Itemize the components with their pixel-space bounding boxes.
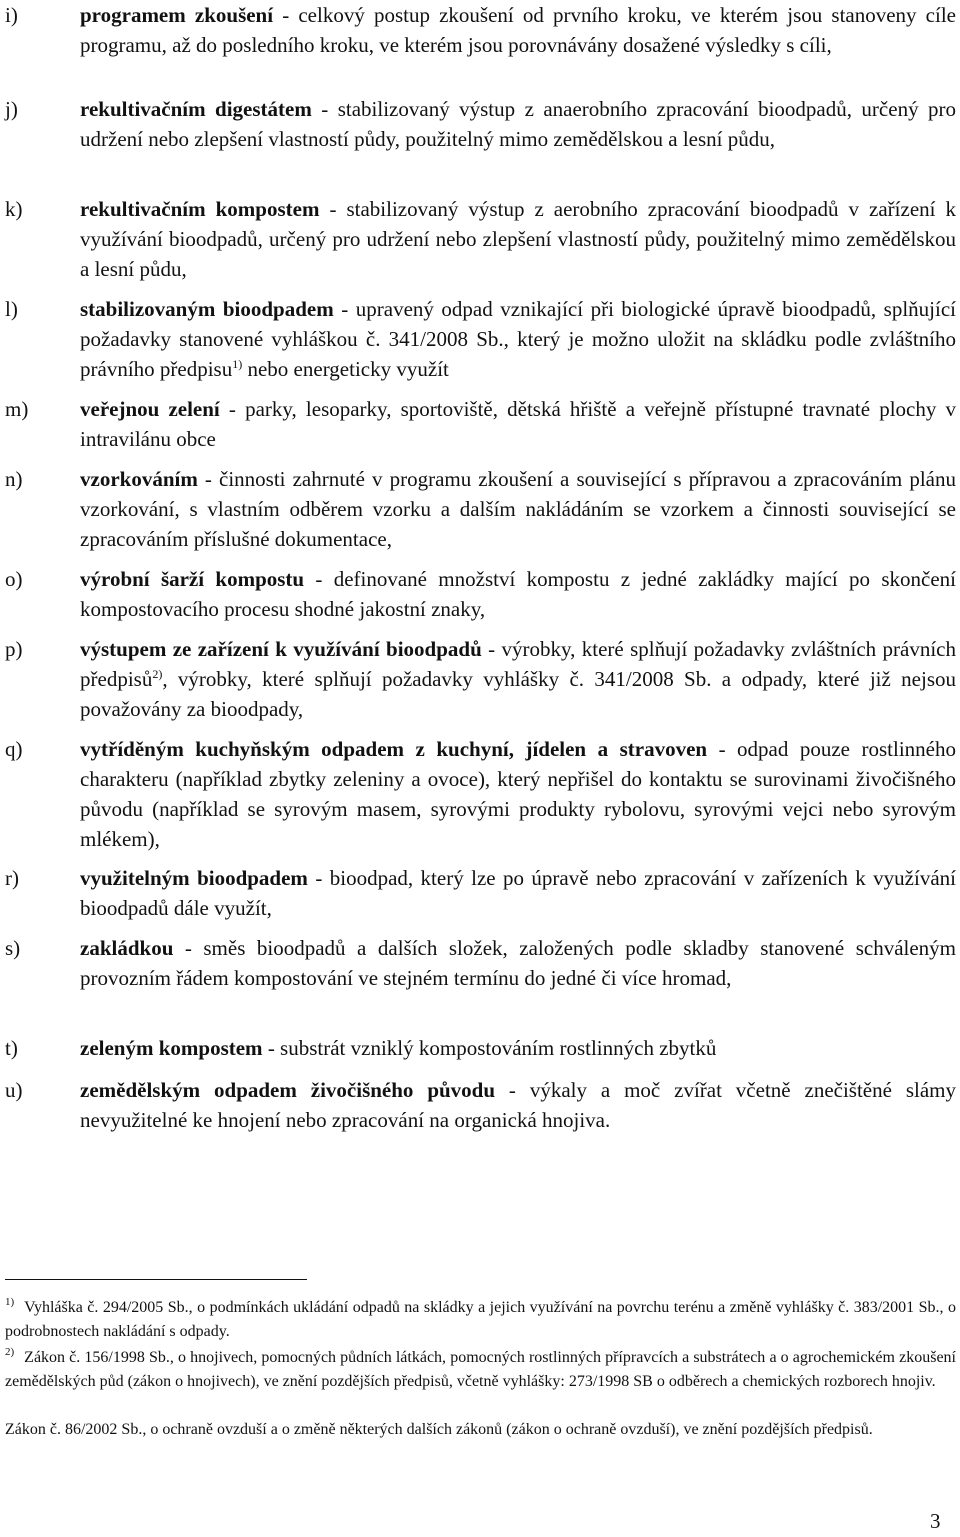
- footnote-ref: 2): [152, 667, 163, 681]
- item-letter: q): [5, 737, 23, 761]
- footnote-ref: 1): [232, 357, 243, 371]
- item-body: [80, 1075, 956, 1135]
- definition-item-s: [0, 933, 960, 993]
- item-letter: n): [5, 467, 23, 491]
- item-body: [80, 194, 956, 284]
- item-text: - upravený odpad vznikající při biologické úpravě bioodpadů, splňující požadavky stanovené vyhláškou č. 341/2008 Sb., který je možno uložit na skládku podle zvláštního právního předpisu: [80, 297, 956, 381]
- definition-item-m: [0, 394, 960, 454]
- item-text: - odpad pouze rostlinného charakteru (například zbytky zeleniny a ovoce), který nepřišel do kontaktu se surovinami živočišného původu (například se syrovým masem, syrovými produkty rybolovu, syrovými vejci nebo syrovým mlékem),: [80, 737, 956, 851]
- item-text: - stabilizovaný výstup z aerobního zpracování bioodpadů v zařízení k využívání bioodpadů, určený pro udržení nebo zlepšení vlastností půdy, použitelný mimo zemědělskou a lesní půdu,: [80, 197, 956, 281]
- item-term: programem zkoušení: [80, 3, 274, 27]
- item-text: - celkový postup zkoušení od prvního kroku, ve kterém jsou stanoveny cíle programu, až do posledního kroku, ve kterém jsou porovnávány dosažené výsledky s cíli,: [80, 3, 956, 57]
- item-letter: t): [5, 1036, 18, 1060]
- item-text-after: , výrobky, které splňují požadavky vyhlášky č. 341/2008 Sb. a odpady, které již nejsou považovány za bioodpady,: [80, 667, 956, 721]
- item-letter: s): [5, 936, 21, 960]
- definition-item-i: [0, 0, 960, 60]
- item-term: zakládkou: [80, 936, 174, 960]
- item-term: rekultivačním digestátem: [80, 97, 312, 121]
- definition-item-k: [0, 194, 960, 284]
- definition-item-u: [0, 1075, 960, 1135]
- definition-item-q: [0, 734, 960, 854]
- item-text-after: nebo energeticky využít: [242, 357, 449, 381]
- item-letter: p): [5, 637, 23, 661]
- item-term: zemědělským odpadem živočišného původu: [80, 1078, 496, 1102]
- item-letter: i): [5, 3, 18, 27]
- definition-item-r: [0, 863, 960, 923]
- item-term: vytříděným kuchyňským odpadem z kuchyní, jídelen a stravoven: [80, 737, 708, 761]
- definition-item-n: [0, 464, 960, 554]
- item-letter: l): [5, 297, 18, 321]
- item-body: [80, 564, 956, 624]
- item-term: vzorkováním: [80, 467, 198, 491]
- item-text: - stabilizovaný výstup z anaerobního zpracování bioodpadů, určený pro udržení nebo zlepšení vlastností půdy, použitelný mimo zemědělskou a lesní půdu,: [80, 97, 956, 151]
- footnote-2: [5, 1346, 956, 1394]
- item-term: rekultivačním kompostem: [80, 197, 320, 221]
- item-term: stabilizovaným bioodpadem: [80, 297, 334, 321]
- item-body: [80, 0, 956, 60]
- item-text: - definované množství kompostu z jedné zakládky mající po skončení kompostovacího procesu shodné jakostní znaky,: [80, 567, 956, 621]
- item-body: [80, 1033, 956, 1063]
- item-text: - činnosti zahrnuté v programu zkoušení a související s přípravou a zpracováním plánu vzorkování, s vlastním odběrem vzorku a dalším nakládáním se vzorkem a činnosti související se zpracováním příslušné dokumentace,: [80, 467, 956, 551]
- item-text: - výkaly a moč zvířat včetně znečištěné slámy nevyužitelné ke hnojení nebo zpracování na organická hnojiva.: [80, 1078, 956, 1132]
- item-text: - bioodpad, který lze po úpravě nebo zpracování v zařízeních k využívání bioodpadů dále využít,: [80, 866, 956, 920]
- definition-item-j: [0, 94, 960, 154]
- item-letter: r): [5, 866, 19, 890]
- item-body: [80, 634, 956, 724]
- item-letter: m): [5, 397, 29, 421]
- item-body: [80, 294, 956, 384]
- footnote-separator: [5, 1279, 307, 1280]
- footnote-text: Zákon č. 86/2002 Sb., o ochraně ovzduší a o změně některých dalších zákonů (zákon o ochraně ovzduší), ve znění pozdějších předpisů.: [5, 1421, 873, 1438]
- item-term: výstupem ze zařízení k využívání bioodpadů: [80, 637, 482, 661]
- item-text: - parky, lesoparky, sportoviště, dětská hřiště a veřejně přístupné travnaté plochy v intravilánu obce: [80, 397, 957, 451]
- item-body: [80, 734, 956, 854]
- item-text: - substrát vzniklý kompostováním rostlinných zbytků: [262, 1036, 717, 1060]
- item-letter: u): [5, 1078, 23, 1102]
- item-term: využitelným bioodpadem: [80, 866, 308, 890]
- item-body: [80, 863, 956, 923]
- item-term: zeleným kompostem: [80, 1036, 263, 1060]
- item-body: [80, 94, 956, 154]
- footnote-3: [5, 1418, 956, 1442]
- item-text: - směs bioodpadů a dalších složek, založených podle skladby stanovené schváleným provozním řádem kompostování ve stejném termínu do jedné či více hromad,: [80, 936, 956, 990]
- footnote-text: Vyhláška č. 294/2005 Sb., o podmínkách ukládání odpadů na skládky a jejich využívání na povrchu terénu a změně vyhlášky č. 383/2001 Sb., o podrobnostech nakládání s odpady.: [5, 1299, 956, 1340]
- item-text: - výrobky, které splňují požadavky zvláštních právních předpisů: [80, 637, 956, 691]
- item-body: [80, 394, 956, 454]
- footnote-mark: 2): [5, 1346, 15, 1358]
- footnote-1: [5, 1296, 956, 1344]
- item-letter: j): [5, 97, 18, 121]
- item-term: výrobní šarží kompostu: [80, 567, 305, 591]
- footnote-text: Zákon č. 156/1998 Sb., o hnojivech, pomocných půdních látkách, pomocných rostlinných přípravcích a substrátech a o agrochemickém zkoušení zemědělských půd (zákon o hnojivech), ve znění pozdějších předpisů, včetně vyhlášky: 273/1998 SB o odběrech a chemických rozborech hnojiv.: [5, 1349, 956, 1390]
- definition-item-t: [0, 1033, 960, 1063]
- item-letter: o): [5, 567, 23, 591]
- footnote-mark: 1): [5, 1296, 15, 1308]
- item-letter: k): [5, 197, 23, 221]
- item-body: [80, 464, 956, 554]
- definition-item-p: [0, 634, 960, 724]
- item-body: [80, 933, 956, 993]
- item-term: veřejnou zelení: [80, 397, 220, 421]
- definition-item-o: [0, 564, 960, 624]
- definition-item-l: [0, 294, 960, 384]
- page-number: 3: [930, 1509, 941, 1533]
